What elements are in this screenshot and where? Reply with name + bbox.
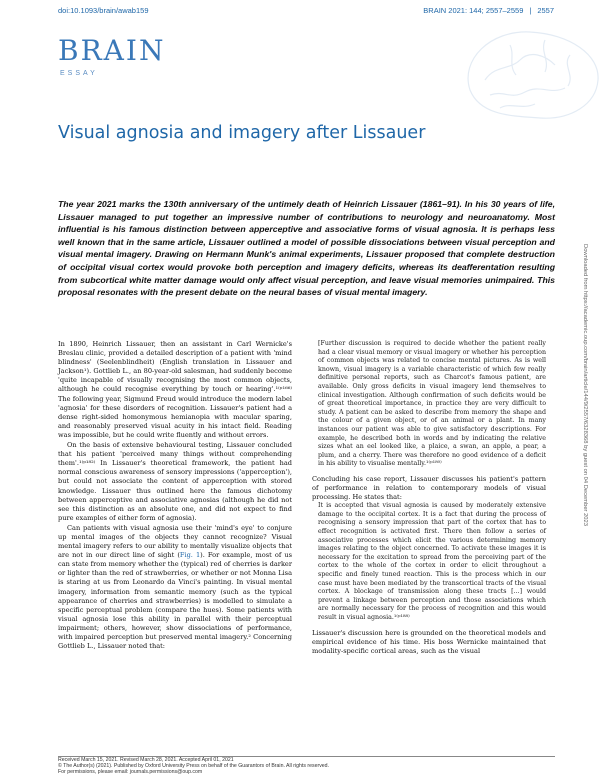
- page-number: 2557: [537, 6, 554, 15]
- paragraph: Concluding his case report, Lissauer discusses his patient's pattern of performance in relation to contemporary models of visual processing. He states that:: [312, 474, 546, 502]
- article-title: Visual agnosia and imagery after Lissauer: [58, 123, 426, 143]
- brain-illustration-icon: [450, 20, 600, 130]
- abstract: The year 2021 marks the 130th anniversary of the untimely death of Heinrich Lissauer (1861–91). In his 30 years of life, Lissauer managed to put together an impressive number of contributions to neurology and neuroanatomy. Most influential is his famous distinction between apperceptive and associative forms of visual agnosia. It is perhaps less well known that in the same article, Lissauer outlined a model of possible dissociations between visual perception and visual mental imagery. Drawing on Hermann Munk's animal experiments, Lissauer proposed that complete destruction of occipital visual cortex would provoke both perception and imagery deficits, whereas its deafferentation resulting from subcortical white matter damage would only affect visual perception, and leave visual memories unimpaired. This proposal resonates with the present debate on the neural bases of visual mental imagery.: [58, 199, 555, 298]
- journal-citation: [423, 6, 554, 15]
- paragraph-text: ). For example, most of us can state from memory whether the (typical) red of cherries is darker or lighter than the red of strawberries, or whether or not Monna Lisa is staring at us from Leonardo da Vinci's painting. In visual mental imagery, information from semantic memory (such as the typical appearance of cherries and strawberries) is modelled to simulate a specific perceptual problem (compare the hues). Some patients with visual agnosia lose this ability in parallel with their perceptual impairment; others, however, show dissociations of performance, with impaired perception but preserved mental imagery.² Concerning Gottlieb L., Lissauer noted that:: [58, 551, 292, 651]
- figure-link[interactable]: Fig. 1: [179, 551, 201, 560]
- paragraph-text: Can patients with visual agnosia use their 'mind's eye' to conjure up mental images of the objects they cannot recognize? Visual mental imagery refers to our ability to mentally visualize objects that are not in our direct line of sight (: [58, 523, 292, 560]
- block-quote: [Further discussion is required to decide whether the patient really had a clear visual memory or visual imagery or whether his perception of common objects was related to concise mental pictures. As is well known, visual imagery is a variable characteristic of which few really definitive personal reports, such as Charcot's famous patient, are available. Only gross deficits in visual imagery lend themselves to clinical investigation. Although confirmation of such deficits would be of great theoretical importance, in practice they are very difficult to study. A patient can be asked to describe from memory the shape and the colour of a given object, or of an animal or a plant. In many instances our patient was able to give satisfactory descriptions. For example, he described both in words and by indicating the relative sizes what an eel looked like, a plaice, a swan, an apple, a pear, a plum, and a cherry. There was therefore no good evidence of a deficit in his ability to visualise mentally.¹⁽ᵖ¹⁸⁰⁾: [318, 340, 546, 468]
- download-side-note-text: Downloaded from https://academic.oup.com/brain/article/144/9/2557/6328368 by guest on 04 December 2023: [582, 244, 588, 526]
- paragraph: [58, 524, 292, 651]
- citation-text: BRAIN 2021: 144; 2557–2559: [423, 6, 524, 15]
- footer-copyright: © The Author(s) (2021). Published by Oxford University Press on behalf of the Guarantors of Brain. All rights reserved.: [58, 763, 330, 769]
- header-separator: |: [529, 6, 532, 15]
- paragraph: On the basis of extensive behavioural testing, Lissauer concluded that his patient 'perceived many things without comprehending them'.¹⁽ᵖ¹⁸²⁾ In Lissauer's theoretical framework, the patient had normal conscious awareness of sensory impressions ('apperception'), but could not associate the content of apperception with stored knowledge. Lissauer thus outlined here the famous dichotomy between apperceptive and associative agnosias (although he did not see this distinction as an absolute one, and did not expect to find pure examples of either form of agnosia).: [58, 441, 292, 522]
- block-quote: It is accepted that visual agnosia is caused by moderately extensive damage to the occipital cortex. It is a fact that during the process of recognising a sensory impression that part of the cortex that has to effect recognition is activated first. There then follow a series of associative processes which elicit the various determining memory images relating to the object concerned. To activate these images it is necessary for the excitation to spread from the perceiving part of the cortex to the whole of the cortex in order to elicit throughout a specific and finely tuned reaction. This is the process which in our case must have been mediated by the transcortical tracts of the visual cortex. A blockage of transmission along these tracts [...] would prevent a linkage between perception and those associations which are normally necessary for the process of recognition and this would result in visual agnosia.¹⁽ᵖ¹⁸⁸⁾: [318, 502, 546, 621]
- paragraph: In 1890, Heinrich Lissauer, then an assistant in Carl Wernicke's Breslau clinic, provided a detailed description of a patient with 'mind blindness' (Seelenblindheit) (English translation in Lissauer and Jackson¹). Gottlieb L., an 80-year-old salesman, had suddenly become 'quite incapable of visually recognising the most common objects, although he could recognise everything by touch or hearing'.¹⁽ᵖ¹⁶⁶⁾ The following year, Sigmund Freud would introduce the modern label 'agnosia' for these disorders of recognition. Lissauer's patient had a dense right-sided homonymous hemianopia with macular sparing, and reasonably preserved visual acuity in his intact field. Reading was impossible, but he could write fluently and without errors.: [58, 340, 292, 439]
- left-column: [58, 340, 292, 651]
- brain-logo: [58, 34, 173, 96]
- logo-section-label: ESSAY: [60, 70, 98, 77]
- paragraph: Lissauer's discussion here is grounded on the theoretical models and empirical evidence of his time. His boss Wernicke maintained that modality-specific cortical areas, such as the visual: [312, 628, 546, 655]
- download-side-note: [578, 195, 592, 575]
- footer-permissions[interactable]: For permissions, please email: journals.permissions@oup.com: [58, 769, 203, 775]
- doi-link[interactable]: doi:10.1093/brain/awab159: [58, 6, 149, 15]
- footer-dates: Received March 15, 2021. Revised March 28, 2021. Accepted April 01, 2021: [58, 757, 234, 763]
- right-column: [312, 340, 546, 656]
- logo-wordmark: BRAIN: [58, 34, 166, 67]
